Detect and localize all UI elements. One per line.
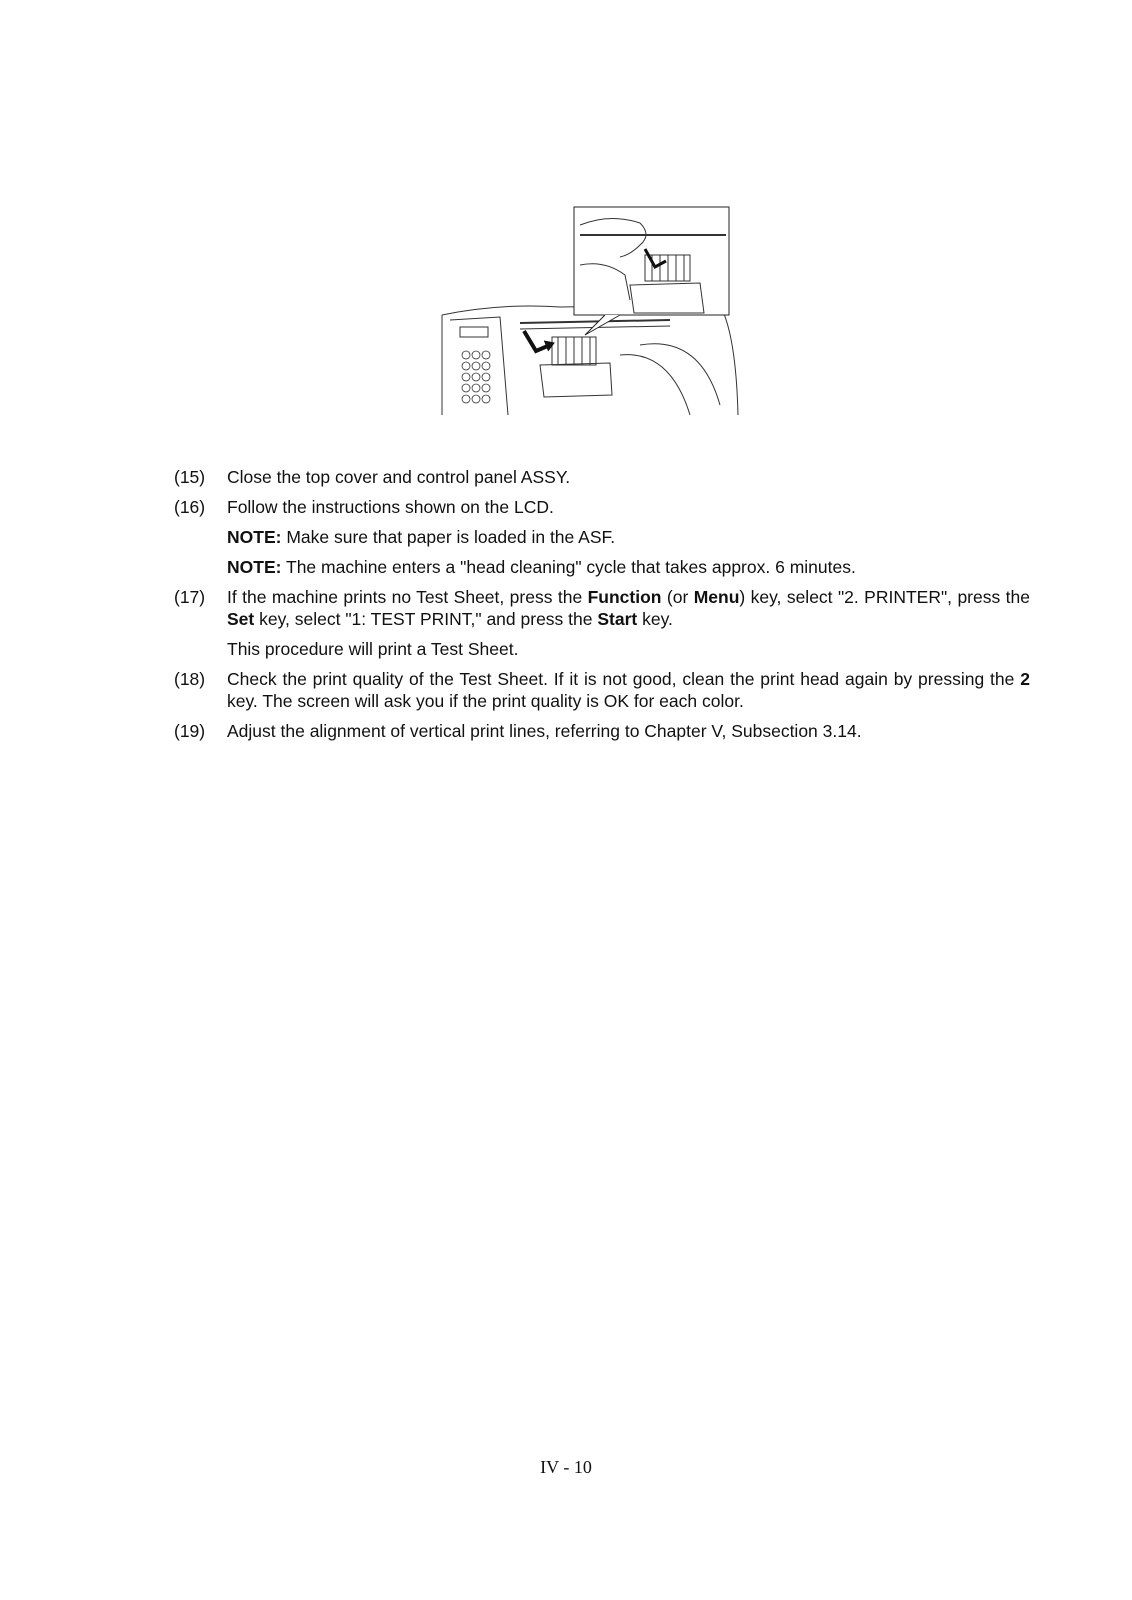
step-19 [174, 720, 1030, 742]
step-text: Adjust the alignment of vertical print lines, referring to Chapter V, Subsection 3.14. [227, 721, 862, 741]
key-name-2: 2 [1020, 669, 1030, 689]
text-run: key. [637, 609, 673, 629]
text-run: key. The screen will ask you if the print quality is OK for each color. [227, 691, 744, 711]
step-number: (15) [174, 467, 206, 487]
note-head-cleaning [227, 556, 1030, 578]
key-name-start: Start [597, 609, 638, 629]
step-text: Follow the instructions shown on the LCD. [227, 497, 554, 517]
step-17 [174, 586, 1030, 660]
text-run: ) key, select "2. PRINTER", press the [739, 587, 1030, 607]
note-paper [227, 526, 1030, 548]
step-text: Close the top cover and control panel ASSY. [227, 467, 571, 487]
step-number: (19) [174, 721, 206, 741]
key-name-menu: Menu [693, 587, 740, 607]
note-text: Make sure that paper is loaded in the ASF. [281, 527, 616, 547]
procedure-steps [174, 466, 1030, 750]
key-name-set: Set [227, 609, 255, 629]
printer-head-installation-illustration [440, 205, 740, 420]
text-run: (or [661, 587, 694, 607]
step-16 [174, 496, 1030, 578]
step-number: (18) [174, 669, 206, 689]
note-text: The machine enters a "head cleaning" cycle that takes approx. 6 minutes. [281, 557, 856, 577]
step-number: (17) [174, 587, 206, 607]
step-followup: This procedure will print a Test Sheet. [227, 639, 519, 659]
text-run: If the machine prints no Test Sheet, press the [227, 587, 588, 607]
step-18 [174, 668, 1030, 712]
page-number: IV - 10 [540, 1457, 592, 1477]
step-number: (16) [174, 497, 206, 517]
step-text [227, 586, 1030, 630]
key-name-function: Function [587, 587, 662, 607]
note-label: NOTE: [227, 527, 282, 547]
step-15 [174, 466, 1030, 488]
step-text [227, 668, 1030, 712]
note-label: NOTE: [227, 557, 282, 577]
text-run: Check the print quality of the Test Sheet. If it is not good, clean the print head again by pressing the [227, 669, 1021, 689]
text-run: key, select "1: TEST PRINT," and press the [254, 609, 598, 629]
